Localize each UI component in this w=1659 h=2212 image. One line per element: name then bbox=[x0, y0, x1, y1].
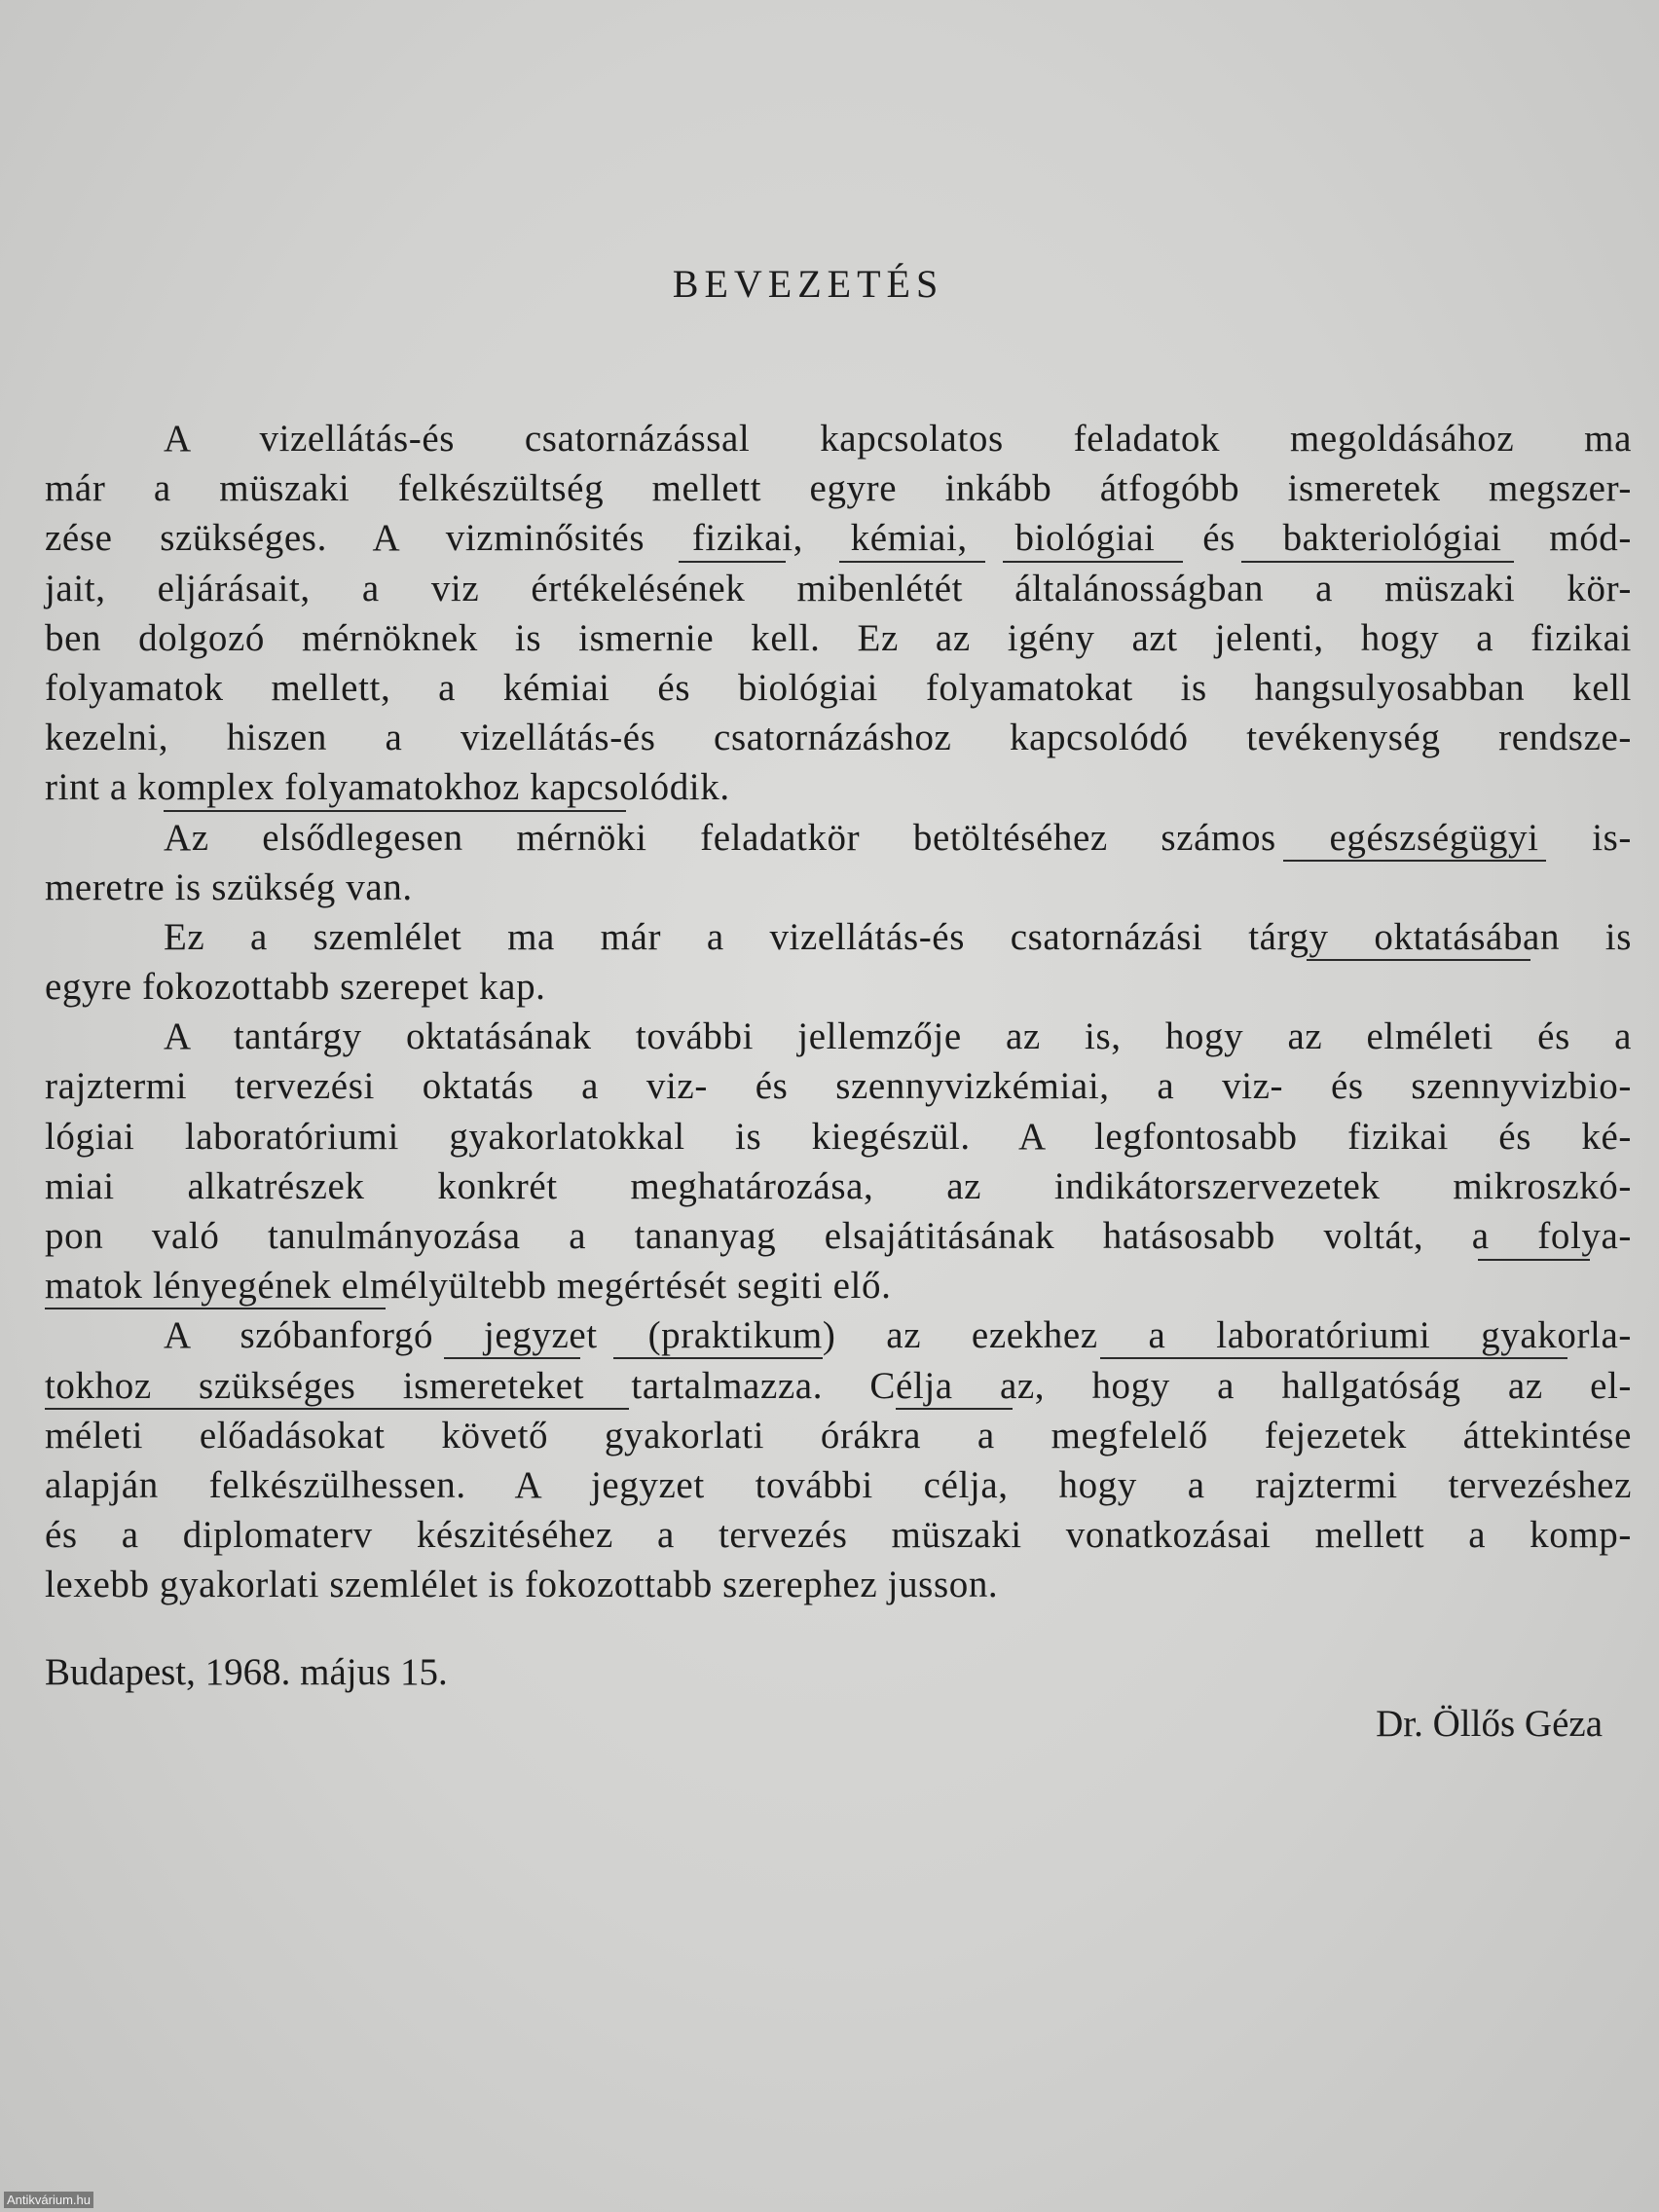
pencil-underline bbox=[839, 561, 985, 563]
text-line: rajztermi tervezési oktatás a viz- és szennyvizkémiai, a viz- és szennyvizbio- bbox=[45, 1065, 1632, 1108]
pencil-underline bbox=[1003, 561, 1183, 563]
pencil-underline bbox=[1241, 561, 1514, 563]
text-line: már a müszaki felkészültség mellett egyre inkább átfogóbb ismeretek megszer- bbox=[45, 467, 1632, 510]
text-line: jait, eljárásait, a viz értékelésének mibenlétét általánosságban a müszaki kör- bbox=[45, 567, 1632, 609]
pencil-underline bbox=[45, 1308, 386, 1309]
watermark: Antikvárium.hu bbox=[4, 2192, 93, 2208]
text-line: A tantárgy oktatásának további jellemzője az is, hogy az elméleti és a bbox=[164, 1015, 1632, 1058]
text-line: méleti előadásokat követő gyakorlati órákra a megfelelő fejezetek áttekintése bbox=[45, 1414, 1632, 1456]
pencil-underline bbox=[613, 1357, 823, 1359]
text-line: folyamatok mellett, a kémiai és biológiai folyamatokat is hangsulyosabban kell bbox=[45, 666, 1632, 709]
pencil-underline bbox=[1100, 1357, 1567, 1359]
text-line: egyre fokozottabb szerepet kap. bbox=[45, 966, 546, 1009]
pencil-underline bbox=[896, 1408, 1013, 1410]
text-line: Az elsődlegesen mérnöki feladatkör betöltéséhez számos egészségügyi is- bbox=[164, 816, 1632, 859]
pencil-underline bbox=[1307, 959, 1530, 961]
page-title: BEVEZETÉS bbox=[672, 262, 944, 306]
pencil-underline bbox=[1478, 1259, 1590, 1261]
text-line: rint a komplex folyamatokhoz kapcsolódik. bbox=[45, 766, 730, 809]
text-line: A vizellátás-és csatornázással kapcsolatos feladatok megoldásához ma bbox=[164, 418, 1632, 460]
text-line: pon való tanulmányozása a tananyag elsajátitásának hatásosabb voltát, a folya- bbox=[45, 1215, 1632, 1257]
text-line: lexebb gyakorlati szemlélet is fokozottabb szerephez jusson. bbox=[45, 1564, 999, 1606]
text-line: alapján felkészülhessen. A jegyzet további célja, hogy a rajztermi tervezéshez bbox=[45, 1463, 1632, 1506]
document-date: Budapest, 1968. május 15. bbox=[45, 1651, 448, 1693]
text-line: matok lényegének elmélyültebb megértését segiti elő. bbox=[45, 1265, 892, 1308]
text-line: lógiai laboratóriumi gyakorlatokkal is kiegészül. A legfontosabb fizikai és ké- bbox=[45, 1115, 1632, 1158]
text-line: A szóbanforgó jegyzet (praktikum) az ezekhez a laboratóriumi gyakorla- bbox=[164, 1314, 1632, 1357]
text-line: tokhoz szükséges ismereteket tartalmazza. Célja az, hogy a hallgatóság az el- bbox=[45, 1364, 1632, 1407]
author-signature: Dr. Öllős Géza bbox=[1376, 1703, 1603, 1745]
pencil-underline bbox=[444, 1357, 580, 1359]
body-text bbox=[45, 414, 1632, 1610]
text-line: ben dolgozó mérnöknek is ismernie kell. Ez az igény azt jelenti, hogy a fizikai bbox=[45, 616, 1632, 659]
pencil-underline bbox=[679, 561, 786, 563]
text-line: miai alkatrészek konkrét meghatározása, az indikátorszervezetek mikroszkó- bbox=[45, 1164, 1632, 1207]
text-line: zése szükséges. A vizminősités fizikai, kémiai, biológiai és bakteriológiai mód- bbox=[45, 517, 1632, 560]
pencil-underline bbox=[45, 1408, 629, 1410]
pencil-underline bbox=[1283, 860, 1546, 862]
text-line: és a diplomaterv készitéséhez a tervezés müszaki vonatkozásai mellett a komp- bbox=[45, 1514, 1632, 1557]
pencil-underline bbox=[164, 810, 626, 812]
text-line: Ez a szemlélet ma már a vizellátás-és csatornázási tárgy oktatásában is bbox=[164, 915, 1632, 958]
text-line: meretre is szükség van. bbox=[45, 866, 413, 908]
text-line: kezelni, hiszen a vizellátás-és csatornázáshoz kapcsolódó tevékenység rendsze- bbox=[45, 717, 1632, 759]
